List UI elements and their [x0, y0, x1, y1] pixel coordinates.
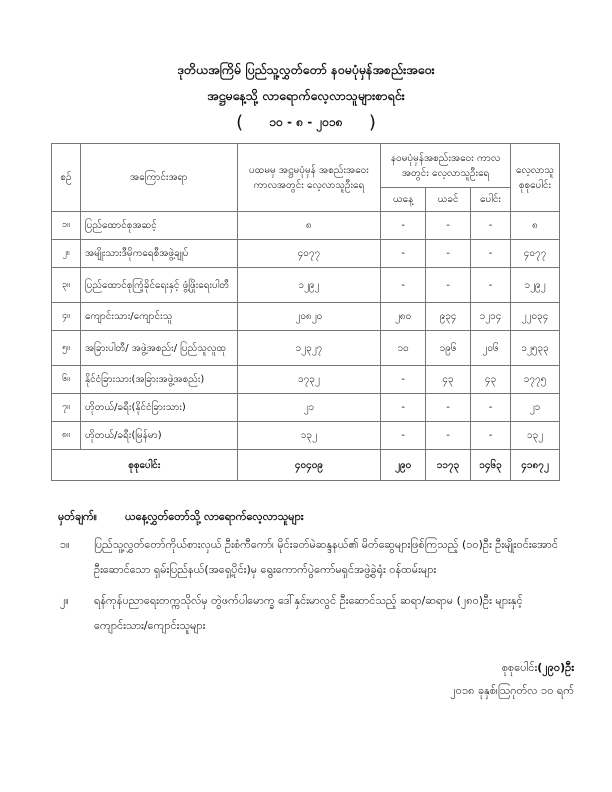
header-grand-total: လေ့လာသူ စုစုပေါင်း — [510, 144, 559, 212]
footer-date: ၂၀၁၈ ခုနှစ်၊ဩဂုတ်လ ၁၀ ရက် — [450, 684, 574, 697]
row-previous: - — [426, 240, 471, 268]
row-label: အခြားပါတီ/ အဖွဲ့အစည်း/ ပြည်သူလူထု — [80, 331, 237, 366]
row-total: ၁၇၇၅ — [510, 366, 559, 394]
document-date: ၁၀ - ၈ - ၂၀၁၈ — [269, 114, 343, 129]
total-before: ၄၀၄၀၉ — [237, 450, 381, 481]
header-category: အကြောင်းအရာ — [80, 144, 237, 212]
notes-section — [58, 510, 568, 638]
note-number: ၁။ — [60, 538, 70, 551]
notes-title: ယနေ့လွှတ်တော်သို့ လာရောက်လေ့လာသူများ — [125, 510, 304, 523]
row-label: ပြည်ထောင်စုအဆင့် — [80, 212, 237, 240]
table-row — [52, 366, 560, 394]
row-sum: ၁၂၁၄ — [471, 303, 511, 331]
row-label: ကျောင်းသား/ကျောင်းသူ — [80, 303, 237, 331]
footer-total-value: (၂၉၀)ဦး — [537, 661, 574, 674]
row-today: - — [381, 366, 426, 394]
row-label: ဟိုတယ်/ခရီး(နိုင်ငံခြားသား) — [80, 394, 237, 422]
row-sum: - — [471, 240, 511, 268]
row-today: - — [381, 268, 426, 303]
row-today: - — [381, 212, 426, 240]
row-before: ၁၃၂ — [237, 422, 381, 450]
row-total: ၂၁ — [510, 394, 559, 422]
row-previous: ၉၃၄ — [426, 303, 471, 331]
note-text: ရန်ကုန်ပညာရေးတက္ကသိုလ်မှ တွဲဖက်ပါမောက္ခ ဒေါ်နှင်းမာလွင် ဦးဆောင်သည့် ဆရာ/ဆရာမ (၂၈၀)ဦး များနှင့် ကျောင်းသား/ကျောင်းသူများ — [94, 594, 523, 632]
row-before: ၁၂၉၂ — [237, 268, 381, 303]
row-sum: ၄၃ — [471, 366, 511, 394]
header-previous: ယခင် — [426, 188, 471, 212]
row-number: ၈။ — [52, 422, 81, 450]
total-today: ၂၉၀ — [381, 450, 426, 481]
table-row — [52, 331, 560, 366]
row-previous: ၁၉၆ — [426, 331, 471, 366]
row-number: ၅။ — [52, 331, 81, 366]
row-total: ၄၀၇၇ — [510, 240, 559, 268]
row-before: ၁၂၃၂၇ — [237, 331, 381, 366]
row-label: ဟိုတယ်/ခရီး(မြန်မာ) — [80, 422, 237, 450]
notes-prefix: မှတ်ချက်။ — [58, 510, 98, 523]
total-grand: ၄၁၈၇၂ — [510, 450, 559, 481]
row-sum: - — [471, 212, 511, 240]
row-today: ၂၈၀ — [381, 303, 426, 331]
document-subtitle: အဋ္ဌမနေ့သို့ လာရောက်လေ့လာသူများစာရင်း — [207, 88, 405, 103]
notes-heading — [58, 510, 568, 526]
row-total: ၈ — [510, 212, 559, 240]
row-number: ၃။ — [52, 268, 81, 303]
total-label: စုစုပေါင်း — [52, 450, 238, 481]
row-sum: ၂၀၆ — [471, 331, 511, 366]
row-previous: - — [426, 394, 471, 422]
header-during-session: နဝမပုံမှန်အစည်းအဝေး ကာလအတွင်း လေ့လာသူဦးရေ — [381, 144, 511, 188]
row-sum: - — [471, 394, 511, 422]
row-today: - — [381, 422, 426, 450]
note-item — [58, 532, 568, 582]
row-today: ၁၀ — [381, 331, 426, 366]
row-label: နိုင်ငံခြားသား(အခြားအဖွဲ့အစည်း) — [80, 366, 237, 394]
table-row — [52, 394, 560, 422]
row-number: ၇။ — [52, 394, 81, 422]
row-previous: - — [426, 422, 471, 450]
document-title: ဒုတိယအကြိမ် ပြည်သူ့လွှတ်တော် နဝမပုံမှန်အစည်းအဝေး — [177, 62, 435, 77]
row-before: ၂၀၈၂၀ — [237, 303, 381, 331]
table-row — [52, 422, 560, 450]
total-sum: ၁၄၆၃ — [471, 450, 511, 481]
note-text: ပြည်သူ့လွှတ်တော်ကိုယ်စားလှယ် ဦးစံကီကော်၊ မိုင်းခတ်မဲဆန္ဒနယ်၏ မိတ်ဆွေများဖြစ်ကြသည့် (၁၀)ဦး ဦးမျိုးဝင်းအောင် ဦးဆောင်သော ရှမ်းပြည်နယ်(အရှေ့ပိုင်း)မှ ရွေးကောက်ပွဲကော်မရှင်အဖွဲ့ခွဲရုံး ဝန်ထမ်းများ — [94, 538, 558, 576]
document-date-line — [0, 112, 612, 133]
note-number: ၂။ — [60, 594, 69, 607]
row-total: ၁၃၂ — [510, 422, 559, 450]
row-total: ၁၂၅၃၃ — [510, 331, 559, 366]
footer-total — [502, 661, 574, 677]
paren-close: ) — [368, 112, 376, 133]
table-row — [52, 303, 560, 331]
paren-open: ( — [236, 112, 244, 133]
table-row — [52, 268, 560, 303]
row-sum: - — [471, 422, 511, 450]
row-before: ၈ — [237, 212, 381, 240]
row-label: ပြည်ထောင်စုကြံ့ခိုင်ရေးနှင့် ဖွံ့ဖြိုးရေးပါတီ — [80, 268, 237, 303]
total-previous: ၁၁၇၃ — [426, 450, 471, 481]
header-before-session: ပထမမှ အဋ္ဌမပုံမှန် အစည်းအဝေးကာလအတွင်း လေ့လာသူဦးရေ — [237, 144, 381, 212]
table-row — [52, 212, 560, 240]
table-row — [52, 240, 560, 268]
row-before: ၄၀၇၇ — [237, 240, 381, 268]
row-today: - — [381, 240, 426, 268]
note-item — [58, 588, 568, 638]
table-total-row — [52, 450, 560, 481]
footer-total-prefix: စုစုပေါင်း — [501, 661, 538, 674]
visitors-table — [51, 143, 560, 481]
row-before: ၂၁ — [237, 394, 381, 422]
row-total: ၂၂၀၃၄ — [510, 303, 559, 331]
row-before: ၁၇၃၂ — [237, 366, 381, 394]
row-number: ၂။ — [52, 240, 81, 268]
row-label: အမျိုးသားဒီမိုကရေစီအဖွဲ့ချုပ် — [80, 240, 237, 268]
row-total: ၁၂၉၂ — [510, 268, 559, 303]
row-previous: ၄၃ — [426, 366, 471, 394]
row-previous: - — [426, 268, 471, 303]
row-previous: - — [426, 212, 471, 240]
row-number: ၆။ — [52, 366, 81, 394]
row-sum: - — [471, 268, 511, 303]
row-number: ၄။ — [52, 303, 81, 331]
header-sum: ပေါင်း — [471, 188, 511, 212]
row-number: ၁။ — [52, 212, 81, 240]
header-serial: စဉ် — [52, 144, 81, 212]
header-today: ယနေ့ — [381, 188, 426, 212]
row-today: - — [381, 394, 426, 422]
